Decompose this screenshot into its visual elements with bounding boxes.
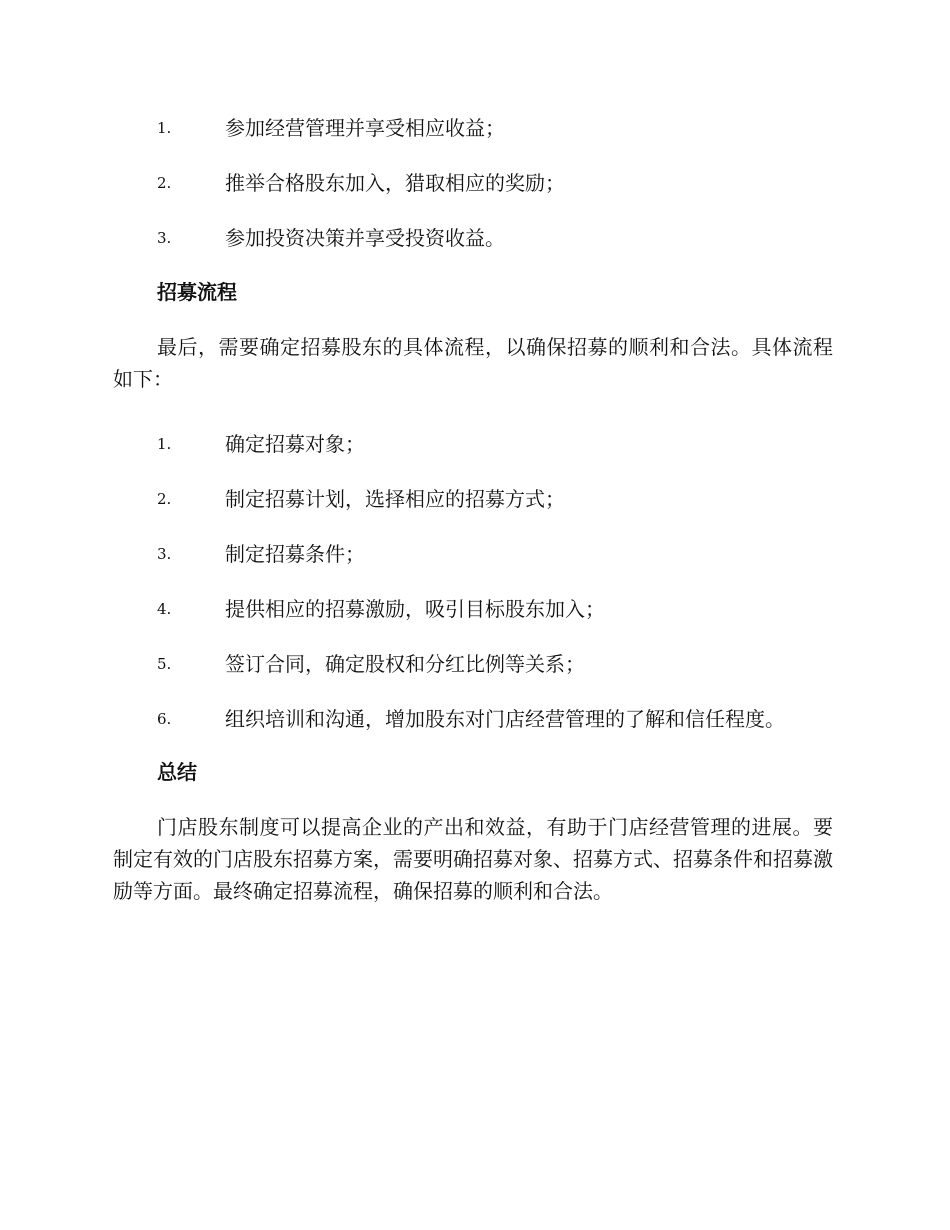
section-heading-summary: 总结 (157, 760, 197, 784)
list-item (157, 708, 857, 763)
list-item-text: 制定招募计划，选择相应的招募方式； (225, 487, 565, 511)
list-number: 3. (157, 545, 172, 563)
list-number: 3. (157, 229, 172, 247)
list-item-text: 组织培训和沟通，增加股东对门店经营管理的了解和信任程度。 (225, 707, 785, 731)
list-item-text: 制定招募条件； (225, 542, 365, 566)
paragraph-summary: 门店股东制度可以提高企业的产出和效益，有助于门店经营管理的进展。要制定有效的门店股东招募方案，需要明确招募对象、招募方式、招募条件和招募激励等方面。最终确定招募流程，确保招募的顺利和合法。 (113, 815, 833, 903)
list-item (157, 227, 857, 282)
list-item-text: 提供相应的招募激励，吸引目标股东加入； (225, 597, 605, 621)
list-item (157, 117, 857, 172)
list-item-text: 签订合同，确定股权和分红比例等关系； (225, 652, 585, 676)
list-number: 2. (157, 490, 172, 508)
list-item (157, 653, 857, 708)
paragraph-process-intro: 最后，需要确定招募股东的具体流程，以确保招募的顺利和合法。具体流程如下： (113, 335, 833, 391)
list-item (157, 543, 857, 598)
list-number: 1. (157, 435, 172, 453)
list-number: 1. (157, 119, 172, 137)
list-number: 4. (157, 600, 172, 618)
list-item-text: 确定招募对象； (225, 432, 365, 456)
process-steps-list (157, 433, 857, 763)
list-item (157, 488, 857, 543)
list-item (157, 433, 857, 488)
benefits-list (157, 117, 857, 282)
list-item (157, 598, 857, 653)
list-item-text: 推举合格股东加入，猎取相应的奖励； (225, 171, 565, 195)
section-heading-recruitment-process: 招募流程 (157, 280, 237, 304)
list-item (157, 172, 857, 227)
list-item-text: 参加经营管理并享受相应收益； (225, 116, 505, 140)
list-number: 5. (157, 655, 172, 673)
list-item-text: 参加投资决策并享受投资收益。 (225, 226, 505, 250)
list-number: 6. (157, 710, 172, 728)
list-number: 2. (157, 174, 172, 192)
